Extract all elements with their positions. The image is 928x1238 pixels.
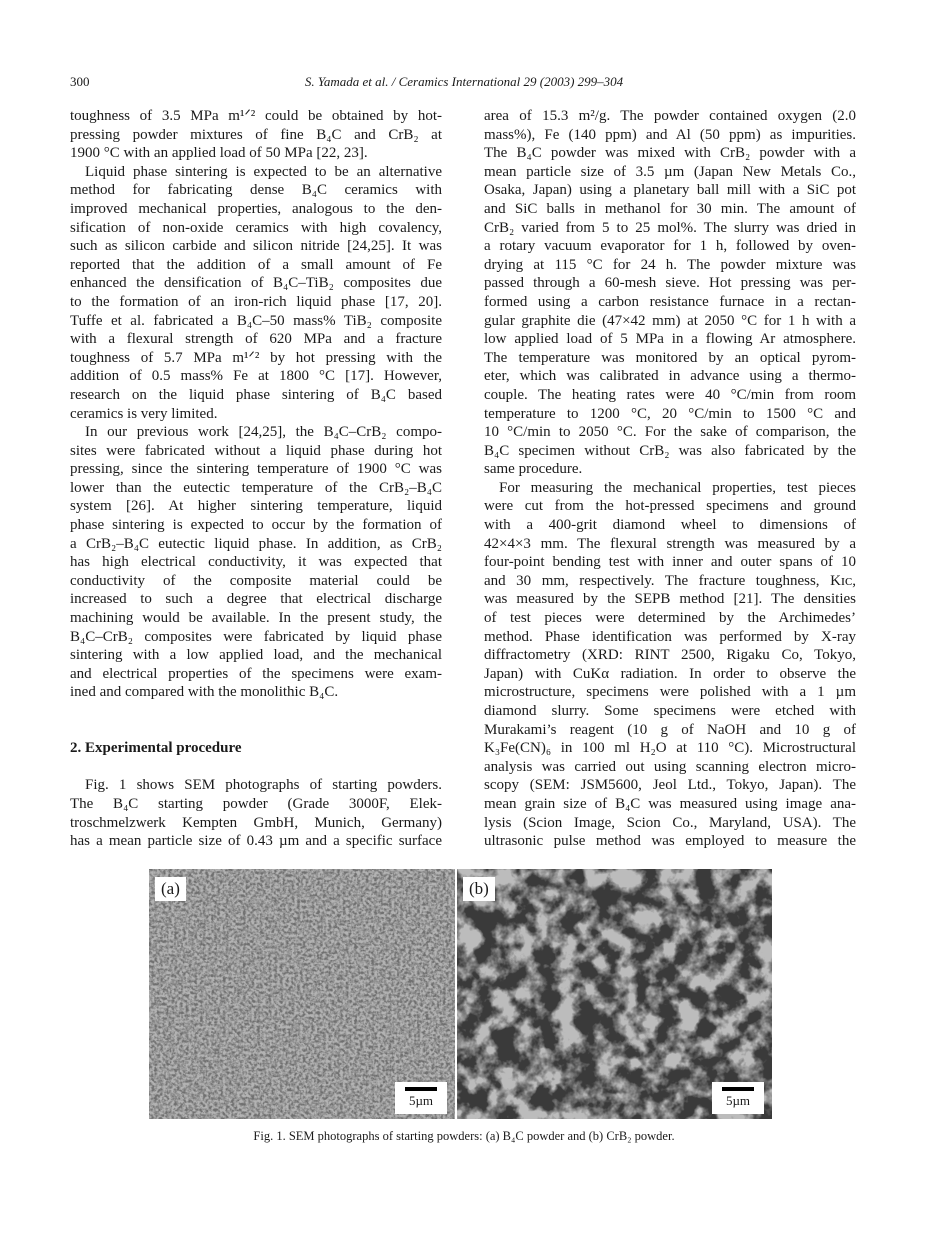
text-line: Liquid phase sintering is expected to be an alternative <box>85 163 442 180</box>
text-line: has a mean particle size of 0.43 µm and a specific surface <box>70 833 442 850</box>
text-line: were cut from the hot-pressed specimens and ground <box>484 498 856 515</box>
text-line: with a 400-grit diamond wheel to dimensions of <box>484 517 856 534</box>
paragraph <box>70 423 442 702</box>
text-line: analysis was carried out using scanning electron micro- <box>484 758 856 775</box>
text-line: pressing powder mixtures of fine B₄C and CrB₂ at <box>70 126 442 143</box>
paragraph <box>70 776 442 850</box>
text-line: with a flexural strength of 620 MPa and a fracture <box>70 331 442 348</box>
text-line: scopy (SEM: JSM5600, Jeol Ltd., Tokyo, Japan). The <box>484 777 856 794</box>
text-line: method. Phase identification was performed by X-ray <box>484 628 856 645</box>
text-line: of test pieces were determined by the Archimedes’ <box>484 610 856 627</box>
scale-label: 5µm <box>725 1093 751 1108</box>
panel-label-a: (a) <box>155 877 186 901</box>
text-line: sintering with a low applied load, and the mechanical <box>70 647 442 664</box>
text-line: increased to such a degree that electrical discharge <box>70 591 442 608</box>
text-line: diffractometry (XRD: RINT 2500, Rigaku Co, Tokyo, <box>484 647 856 664</box>
text-line: drying at 115 °C for 24 h. The powder mixture was <box>484 256 856 273</box>
running-head: S. Yamada et al. / Ceramics International 29 (2003) 299–304 <box>304 74 624 89</box>
scale-bar-a <box>395 1082 447 1114</box>
text-line: research on the liquid phase sintering of B₄C based <box>70 386 442 403</box>
text-line: The B₄C powder was mixed with CrB₂ powder with a <box>484 145 856 162</box>
text-line: sites were fabricated without a liquid phase during hot <box>70 442 442 459</box>
text-line: B₄C specimen without CrB₂ was also fabricated by the <box>484 442 856 459</box>
text-line: Fig. 1 shows SEM photographs of starting powders. <box>85 777 442 794</box>
paragraph <box>70 163 442 423</box>
text-line: low applied load of 5 MPa in a flowing Ar atmosphere. <box>484 331 856 348</box>
text-line: The temperature was monitored by an optical pyrom- <box>484 349 856 366</box>
text-line: method for fabricating dense B₄C ceramics with <box>70 182 442 199</box>
right-column <box>484 107 856 851</box>
text-line: area of 15.3 m²/g. The powder contained oxygen (2.0 <box>484 108 856 124</box>
text-line: lower than the eutectic temperature of the CrB₂–B₄C <box>70 479 442 496</box>
text-line: diamond slurry. Some specimens were etched with <box>484 703 856 719</box>
text-line: and SiC balls in methanol for 30 min. The amount of <box>484 200 856 217</box>
text-line: passed through a 60-mesh sieve. Hot pressing was per- <box>484 275 856 292</box>
text-line: mean grain size of B₄C was measured using image ana- <box>484 795 856 812</box>
text-line: gular graphite die (47×42 mm) at 2050 °C for 1 h with a <box>484 312 856 329</box>
text-line: couple. The heating rates were 40 °C/min from room <box>484 386 856 403</box>
text-line: B₄C–CrB₂ composites were fabricated by liquid phase <box>70 628 442 645</box>
text-line: lysis (Scion Image, Scion Co., Maryland, USA). The <box>484 814 856 831</box>
text-line: to the formation of an iron-rich liquid phase [17, 20]. <box>70 293 442 310</box>
figure-caption: Fig. 1. SEM photographs of starting powders: (a) B₄C powder and (b) CrB₂ powder. <box>253 1129 675 1143</box>
text-line: For measuring the mechanical properties, test pieces <box>499 479 856 496</box>
text-line: Osaka, Japan) using a planetary ball mill with a SiC pot <box>484 182 856 199</box>
text-line: conductivity of the composite material could be <box>70 572 442 589</box>
text-line: a rotary vacuum evaporator for 1 h, followed by oven- <box>484 238 856 255</box>
text-line: system [26]. At higher sintering temperature, liquid <box>70 498 442 515</box>
text-line: ultrasonic pulse method was employed to measure the <box>484 833 856 850</box>
text-line: 10 °C/min to 2050 °C. For the sake of comparison, the <box>484 424 856 441</box>
text-line: eter, which was calibrated in advance using a thermo- <box>484 368 856 385</box>
text-line: ceramics is very limited. <box>70 405 218 422</box>
text-line: ined and compared with the monolithic B₄C. <box>70 684 339 701</box>
text-line: has high electrical conductivity, it was expected that <box>70 554 442 571</box>
text-line: Japan) with CuKα radiation. In order to observe the <box>484 665 856 682</box>
text-line: improved mechanical properties, analogous to the den- <box>70 200 442 217</box>
left-column <box>70 107 442 851</box>
paragraph <box>70 107 442 163</box>
text-line: pressing, since the sintering temperature of 1900 °C was <box>70 461 442 478</box>
text-line: was measured by the SEPB method [21]. The densities <box>484 591 856 608</box>
text-line: toughness of 5.7 MPa m¹ᐟ² by hot pressing with the <box>70 349 442 366</box>
panel-label-b: (b) <box>463 877 495 901</box>
text-line: and 30 mm, respectively. The fracture toughness, Kɪᴄ, <box>484 572 856 589</box>
page-number: 300 <box>70 74 90 89</box>
text-line: microstructure, specimens were polished with a 1 µm <box>484 684 856 701</box>
text-line: machining would be available. In the present study, the <box>70 610 442 627</box>
text-line: CrB₂ varied from 5 to 25 mol%. The slurry was dried in <box>484 219 856 236</box>
text-line: enhanced the densification of B₄C–TiB₂ composites due <box>70 275 442 292</box>
text-line: 42×4×3 mm. The flexural strength was measured by a <box>484 535 856 552</box>
section-heading: 2. Experimental procedure <box>70 740 242 757</box>
text-line: mean particle size of 3.5 µm (Japan New Metals Co., <box>484 163 856 180</box>
scale-bar-b <box>712 1082 764 1114</box>
sem-image-b4c <box>149 869 455 1119</box>
scale-label: 5µm <box>408 1093 434 1108</box>
text-line: In our previous work [24,25], the B₄C–CrB₂ compo- <box>85 424 442 441</box>
text-line: such as silicon carbide and silicon nitride [24,25]. It was <box>70 238 442 255</box>
text-line: Tuffe et al. fabricated a B₄C–50 mass% TiB₂ composite <box>70 312 442 329</box>
paragraph <box>484 107 856 479</box>
paragraph <box>484 479 856 851</box>
sem-image-crb2 <box>457 869 772 1119</box>
text-line: phase sintering is expected to occur by the formation of <box>70 517 442 534</box>
text-line: and electrical properties of the specimens were exam- <box>70 665 442 682</box>
text-line: a CrB₂–B₄C eutectic liquid phase. In addition, as CrB₂ <box>70 535 442 552</box>
text-line: Murakami’s reagent (10 g of NaOH and 10 g of <box>484 721 856 738</box>
text-line: reported that the addition of a small amount of Fe <box>70 256 442 273</box>
text-line: The B₄C starting powder (Grade 3000F, Elek- <box>70 795 442 812</box>
text-line: toughness of 3.5 MPa m¹ᐟ² could be obtained by hot- <box>70 108 442 124</box>
text-line: mass%), Fe (140 ppm) and Al (50 ppm) as impurities. <box>484 126 856 143</box>
text-line: temperature to 1200 °C, 20 °C/min to 1500 °C and <box>484 405 856 422</box>
text-line: 1900 °C with an applied load of 50 MPa [22, 23]. <box>70 145 368 162</box>
text-line: sification of non-oxide ceramics with high covalency, <box>70 219 442 236</box>
text-line: K₃Fe(CN)₆ in 100 ml H₂O at 110 °C). Microstructural <box>484 740 856 757</box>
text-line: four-point bending test with inner and outer spans of 10 <box>484 554 856 571</box>
text-line: same procedure. <box>484 461 583 478</box>
text-line: addition of 0.5 mass% Fe at 1800 °C [17]. However, <box>70 368 442 385</box>
text-line: formed using a carbon resistance furnace in a rectan- <box>484 293 856 310</box>
text-line: troschmelzwerk Kempten GmbH, Munich, Germany) <box>70 814 442 831</box>
